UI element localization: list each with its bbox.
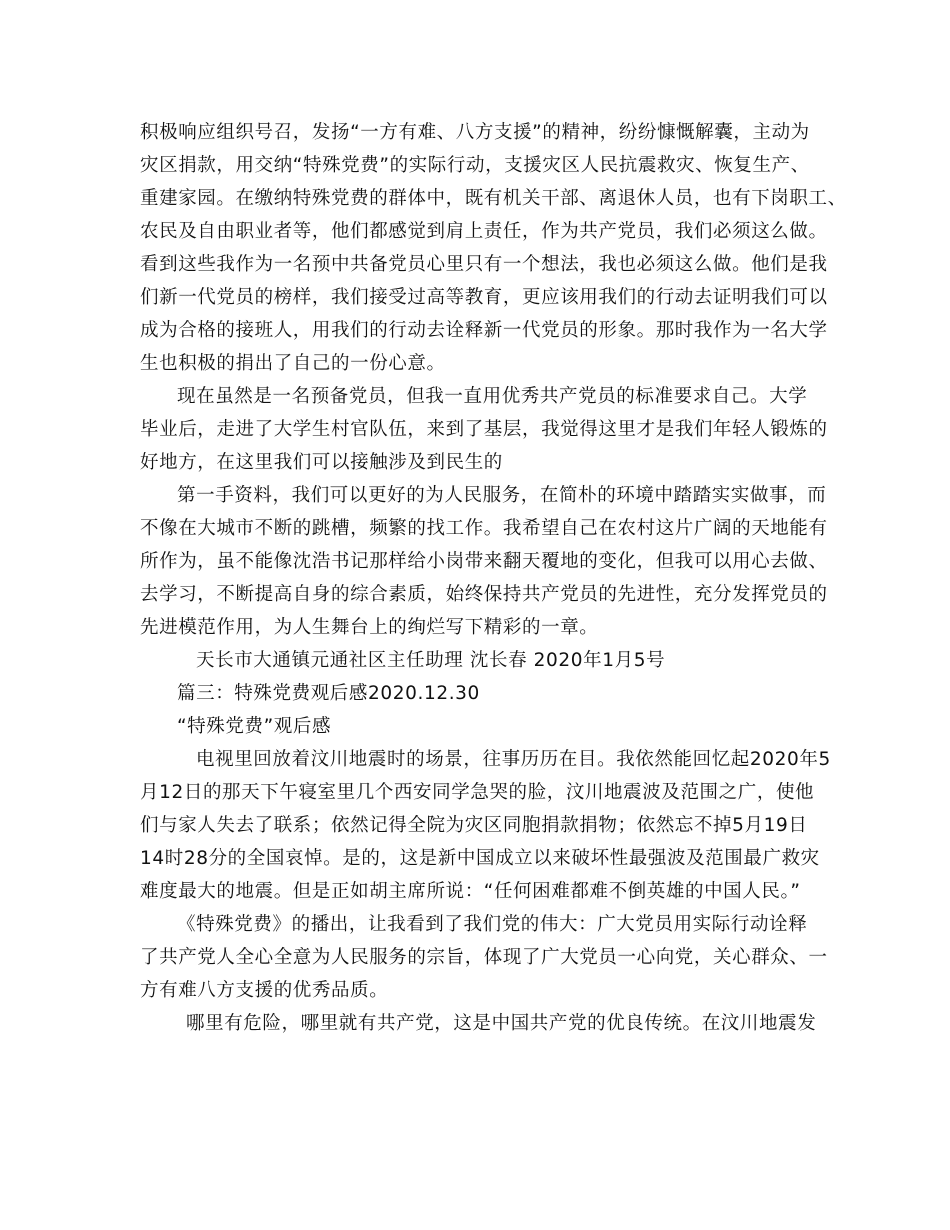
text-line: 所作为，虽不能像沈浩书记那样给小岗带来翻天覆地的变化，但我可以用心去做、: [140, 551, 828, 572]
text-line: 积极响应组织号召，发扬“一方有难、八方支援”的精神，纷纷慷慨解囊，主动为: [140, 122, 810, 143]
text-line: 哪里有危险，哪里就有共产党，这是中国共产党的优良传统。在汶川地震发: [186, 1013, 817, 1034]
section-heading: 篇三：特殊党费观后感2020.12.30: [177, 683, 480, 704]
text-line: 们新一代党员的榜样，我们接受过高等教育，更应该用我们的行动去证明我们可以: [140, 287, 828, 308]
text-line: 14时28分的全国哀悼。是的，这是新中国成立以来破坏性最强波及范围最广救灾: [140, 848, 820, 869]
signature-line: 天长市大通镇元通社区主任助理 沈长春 2020年1月5号: [196, 650, 666, 671]
article-title: “特殊党费”观后感: [177, 716, 332, 737]
text-line: 生也积极的捐出了自己的一份心意。: [140, 353, 446, 374]
text-line: 好地方，在这里我们可以接触涉及到民生的: [140, 452, 503, 473]
text-line: 先进模范作用，为人生舞台上的绚烂写下精彩的一章。: [140, 617, 599, 638]
text-line: 难度最大的地震。但是正如胡主席所说：“任何困难都难不倒英雄的中国人民。”: [140, 881, 801, 902]
text-line: 第一手资料，我们可以更好的为人民服务，在简朴的环境中踏踏实实做事，而: [177, 485, 827, 506]
text-line: 电视里回放着汶川地震时的场景，往事历历在目。我依然能回忆起2020年5: [196, 749, 831, 770]
text-line: 了共产党人全心全意为人民服务的宗旨，体现了广大党员一心向党，关心群众、一: [140, 947, 828, 968]
text-line: 《特殊党费》的播出，让我看到了我们党的伟大：广大党员用实际行动诠释: [177, 914, 808, 935]
text-line: 农民及自由职业者等，他们都感觉到肩上责任，作为共产党员，我们必须这么做。: [140, 221, 828, 242]
text-line: 月12日的那天下午寝室里几个西安同学急哭的脸，汶川地震波及范围之广，使他: [140, 782, 815, 803]
text-line: 看到这些我作为一名预中共备党员心里只有一个想法，我也必须这么做。他们是我: [140, 254, 828, 275]
text-line: 重建家园。在缴纳特殊党费的群体中，既有机关干部、离退休人员，也有下岗职工、: [140, 188, 847, 209]
text-line: 灾区捐款，用交纳“特殊党费”的实际行动，支援灾区人民抗震救灾、恢复生产、: [140, 155, 810, 176]
text-line: 方有难八方支援的优秀品质。: [140, 980, 389, 1001]
text-line: 现在虽然是一名预备党员，但我一直用优秀共产党员的标准要求自己。大学: [177, 386, 808, 407]
text-line: 成为合格的接班人，用我们的行动去诠释新一代党员的形象。那时我作为一名大学: [140, 320, 828, 341]
text-line: 们与家人失去了联系；依然记得全院为灾区同胞捐款捐物；依然忘不掉5月19日: [140, 815, 808, 836]
text-line: 去学习，不断提高自身的综合素质，始终保持共产党员的先进性，充分发挥党员的: [140, 584, 828, 605]
text-line: 不像在大城市不断的跳槽，频繁的找工作。我希望自己在农村这片广阔的天地能有: [140, 518, 828, 539]
text-line: 毕业后，走进了大学生村官队伍，来到了基层，我觉得这里才是我们年轻人锻炼的: [140, 419, 828, 440]
